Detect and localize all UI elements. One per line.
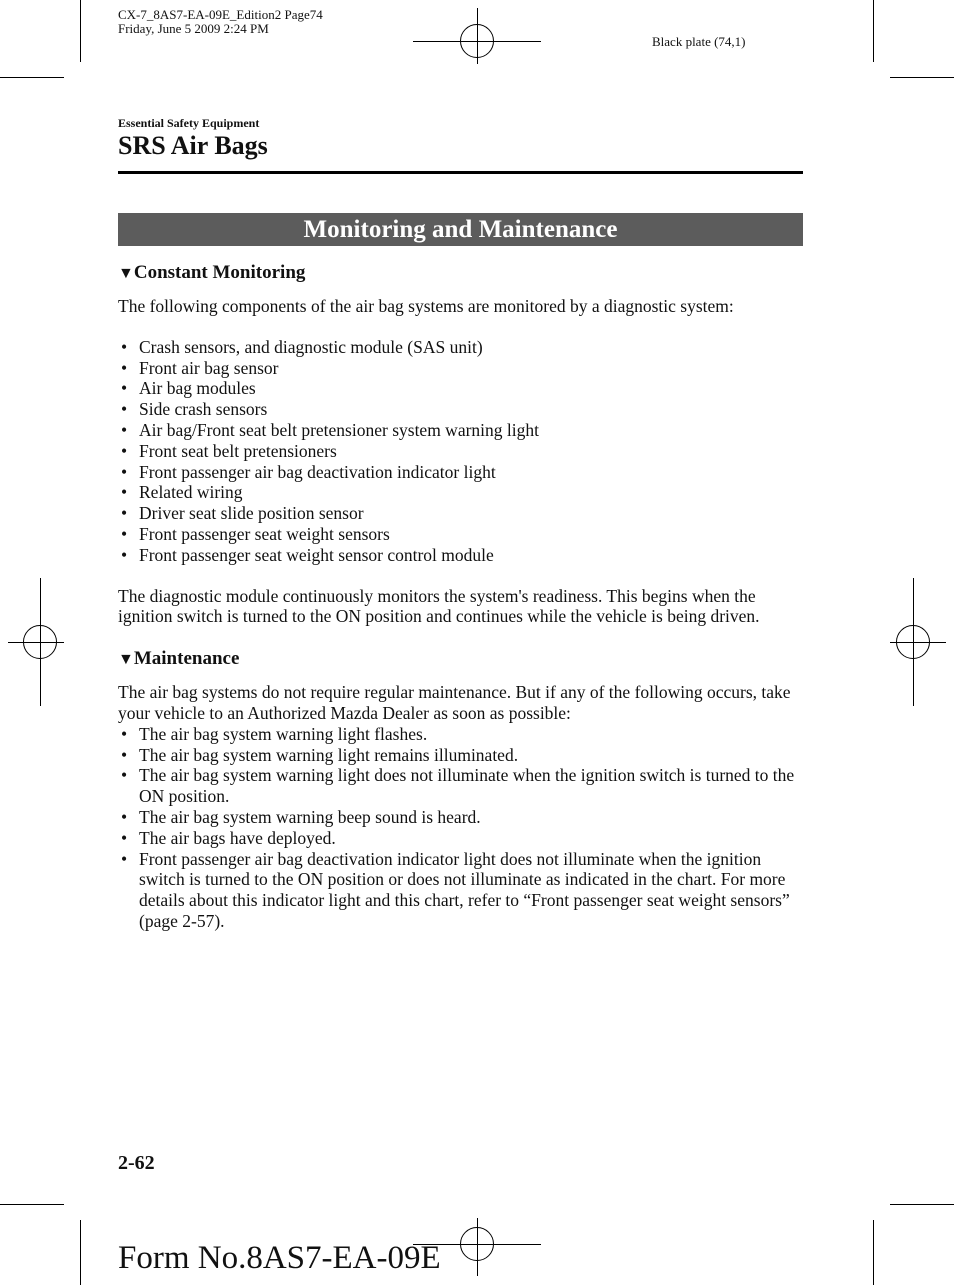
list-item: • Front passenger air bag deactivation indicator light does not illuminate when the ignition switch is turned to the ON position or does not illuminate as indicated in the chart. For more details about this indicator light and this chart, refer to “Front passenger seat weight sensors” (page 2-57). <box>118 849 806 932</box>
form-number: Form No.8AS7-EA-09E <box>118 1240 441 1276</box>
subsection-heading-text: Maintenance <box>133 648 240 670</box>
page-number: 2-62 <box>118 1152 155 1174</box>
print-file-line: CX-7_8AS7-EA-09E_Edition2 Page74 <box>118 7 323 22</box>
list-item: • Front seat belt pretensioners <box>118 441 806 462</box>
list-item: • Air bag modules <box>118 378 806 399</box>
triangle-down-icon: ▼ <box>118 265 134 282</box>
section-banner: Monitoring and Maintenance <box>118 213 803 246</box>
plate-label: Black plate (74,1) <box>652 34 746 49</box>
print-meta <box>118 8 323 36</box>
page-content <box>118 260 806 932</box>
monitoring-intro: The following components of the air bag systems are monitored by a diagnostic system: <box>118 296 734 316</box>
triangle-down-icon: ▼ <box>118 651 134 669</box>
section-label: Essential Safety Equipment <box>118 116 260 130</box>
list-item: • Front passenger air bag deactivation indicator light <box>118 462 806 483</box>
list-item: • The air bag system warning light flashes. <box>118 724 806 745</box>
maintenance-conditions-list <box>118 724 806 932</box>
list-item: • Front passenger seat weight sensors <box>118 524 806 545</box>
list-item: • Side crash sensors <box>118 399 806 420</box>
subsection-heading-maintenance <box>118 646 806 673</box>
page-title: SRS Air Bags <box>118 131 268 160</box>
subsection-heading-monitoring <box>118 260 806 287</box>
monitored-components-list <box>118 337 806 566</box>
list-item: • Related wiring <box>118 482 806 503</box>
list-item: • The air bag system warning light remains illuminated. <box>118 745 806 766</box>
list-item: • The air bags have deployed. <box>118 828 806 849</box>
list-item: • The air bag system warning light does not illuminate when the ignition switch is turned to the ON position. <box>118 765 806 807</box>
list-item: • Crash sensors, and diagnostic module (SAS unit) <box>118 337 806 358</box>
title-rule <box>118 171 803 174</box>
list-item: • Front air bag sensor <box>118 358 806 379</box>
list-item: • Driver seat slide position sensor <box>118 503 806 524</box>
print-date-line: Friday, June 5 2009 2:24 PM <box>118 21 269 36</box>
subsection-heading-text: Constant Monitoring <box>133 262 306 283</box>
list-item: • Air bag/Front seat belt pretensioner system warning light <box>118 420 806 441</box>
list-item: • Front passenger seat weight sensor control module <box>118 545 806 566</box>
maintenance-intro: The air bag systems do not require regular maintenance. But if any of the following occurs, take your vehicle to an Authorized Mazda Dealer as soon as possible: <box>118 682 791 723</box>
monitoring-closing: The diagnostic module continuously monitors the system's readiness. This begins when the ignition switch is turned to the ON position and continues while the vehicle is being driven. <box>118 585 760 627</box>
list-item: • The air bag system warning beep sound is heard. <box>118 807 806 828</box>
